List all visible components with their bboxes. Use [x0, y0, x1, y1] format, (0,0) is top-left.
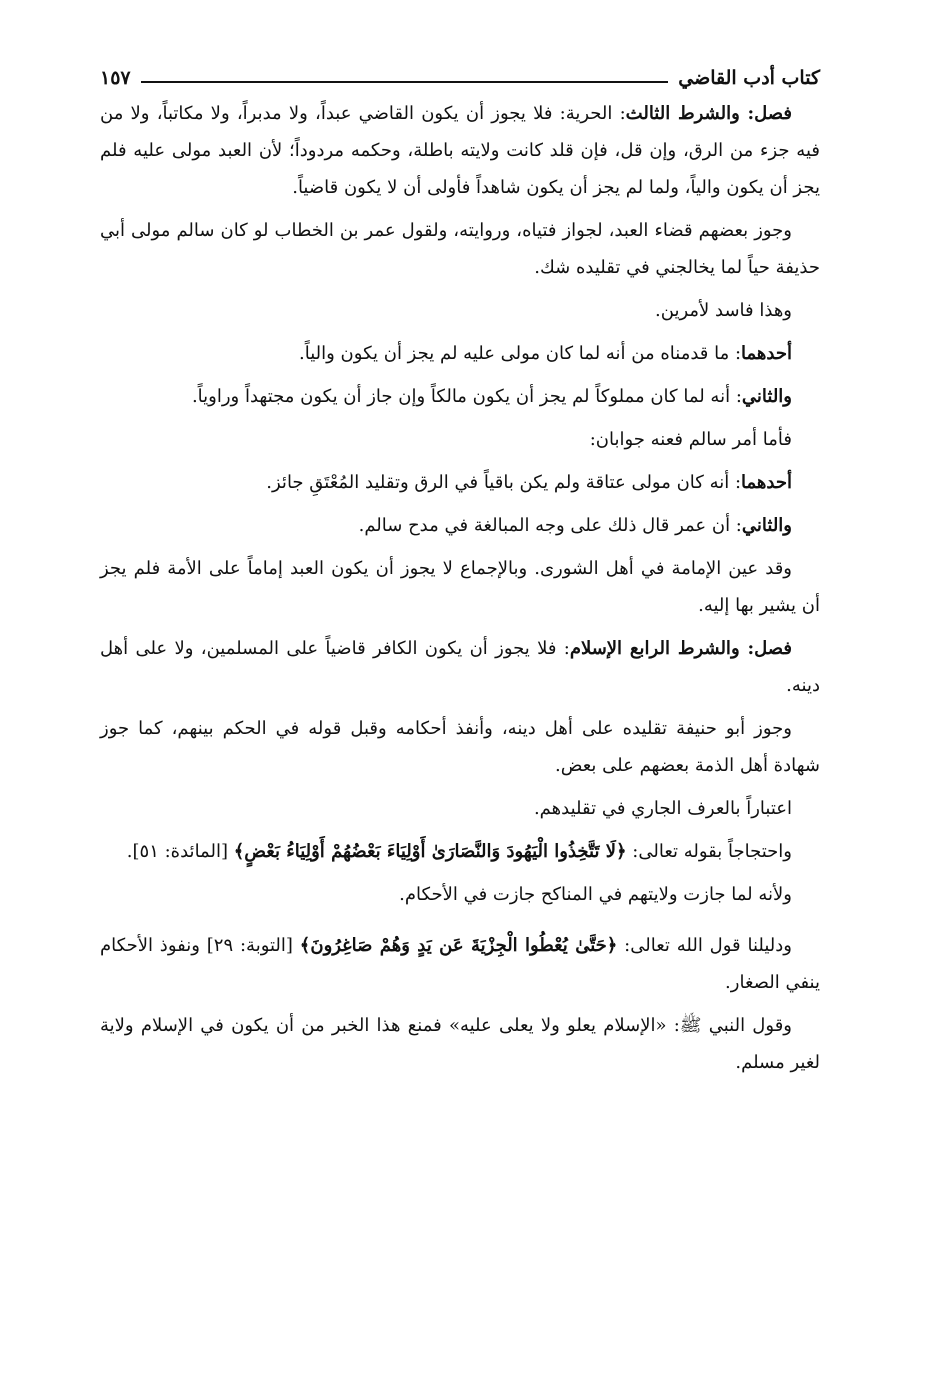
- page-number: ١٥٧: [100, 67, 131, 89]
- paragraph-text: اعتباراً بالعرف الجاري في تقليدهم.: [533, 798, 792, 819]
- paragraph-text: : أنه كان مولى عتاقة ولم يكن باقياً في الرق وتقليد المُعْتَقِ جائز.: [266, 472, 742, 493]
- paragraph: [100, 95, 820, 206]
- paragraph: [100, 710, 820, 784]
- paragraph-lead: والثاني: [741, 386, 792, 407]
- paragraph: [100, 378, 820, 415]
- paragraph-lead: والثاني: [741, 515, 792, 536]
- book-title: كتاب أدب القاضي: [678, 67, 820, 89]
- verse-reference: [التوبة: ٢٩] ونفوذ الأحكام ينفي الصغار.: [100, 935, 820, 993]
- paragraph-text: : أن عمر قال ذلك على وجه المبالغة في مدح سالم.: [358, 515, 742, 536]
- paragraph-text: فأما أمر سالم فعنه جوابان:: [589, 429, 792, 450]
- paragraph: [100, 1007, 820, 1081]
- paragraph-text: واحتجاجاً بقوله تعالى:: [626, 841, 792, 862]
- paragraph-text: وقد عين الإمامة في أهل الشورى. وبالإجماع لا يجوز أن يكون العبد إماماً على الأمة فلم يجز أن يشير بها إليه.: [100, 558, 820, 616]
- paragraph: [100, 292, 820, 329]
- running-header: [100, 55, 820, 89]
- paragraph-text: وجوز بعضهم قضاء العبد، لجواز فتياه، وروايته، ولقول عمر بن الخطاب لو كان سالم مولى أبي حذيفة حياً لما يخالجني في تقليده شك.: [100, 220, 820, 278]
- paragraph: [100, 212, 820, 286]
- quran-verse: ﴿حَتَّىٰ يُعْطُوا الْجِزْيَةَ عَن يَدٍ وَهُمْ صَاغِرُونَ﴾: [299, 935, 618, 956]
- paragraph: [100, 464, 820, 501]
- paragraph-text: : الحرية: فلا يجوز أن يكون القاضي عبداً، ولا مدبراً، ولا مكاتباً، ولا من فيه جزء من الرق، وإن قل، فإن قلد كانت ولايته باطلة، وحكمه مردوداً؛ لأن العبد مولى عليه فلم يجز أن يكون والياً، ولما لم يجز أن يكون شاهداً فأولى أن لا يكون قاضياً.: [100, 103, 820, 198]
- paragraph-text: : أنه لما كان مملوكاً لم يجز أن يكون مالكاً وإن جاز أن يكون مجتهداً وراوياً.: [191, 386, 742, 407]
- book-page: [100, 55, 820, 1087]
- header-rule: [141, 81, 669, 83]
- paragraph-text: وقول النبي ﷺ: «الإسلام يعلو ولا يعلى عليه» فمنع هذا الخبر من أن يكون في الإسلام ولاية لغير مسلم.: [100, 1015, 820, 1073]
- paragraph-lead: فصل: والشرط الرابع الإسلام: [569, 638, 792, 659]
- paragraph: [100, 335, 820, 372]
- paragraph: [100, 927, 820, 1001]
- page-body: [100, 95, 820, 1081]
- paragraph-text: ودليلنا قول الله تعالى:: [617, 935, 792, 956]
- quran-verse: ﴿لَا تَتَّخِذُوا الْيَهُودَ وَالنَّصَارَىٰ أَوْلِيَاءَ بَعْضُهُمْ أَوْلِيَاءُ بَعْضٍ﴾: [233, 841, 627, 862]
- paragraph-text: وهذا فاسد لأمرين.: [655, 300, 792, 321]
- paragraph-text: ولأنه لما جازت ولايتهم في المناكح جازت في الأحكام.: [399, 884, 792, 905]
- paragraph: [100, 876, 820, 913]
- paragraph: [100, 421, 820, 458]
- paragraph: [100, 833, 820, 870]
- paragraph: [100, 790, 820, 827]
- paragraph-text: : فلا يجوز أن يكون الكافر قاضياً على المسلمين، ولا على أهل دينه.: [100, 638, 820, 696]
- paragraph: [100, 507, 820, 544]
- verse-reference: [المائدة: ٥١].: [126, 841, 234, 862]
- paragraph-text: وجوز أبو حنيفة تقليده على أهل دينه، وأنفذ أحكامه وقبل قوله في الحكم بينهم، كما جوز شهادة أهل الذمة بعضهم على بعض.: [100, 718, 820, 776]
- paragraph-text: : ما قدمناه من أنه لما كان مولى عليه لم يجز أن يكون والياً.: [299, 343, 742, 364]
- paragraph: [100, 550, 820, 624]
- paragraph-lead: أحدهما: [741, 472, 792, 493]
- paragraph-lead: أحدهما: [741, 343, 792, 364]
- paragraph: [100, 630, 820, 704]
- paragraph-lead: فصل: والشرط الثالث: [625, 103, 792, 124]
